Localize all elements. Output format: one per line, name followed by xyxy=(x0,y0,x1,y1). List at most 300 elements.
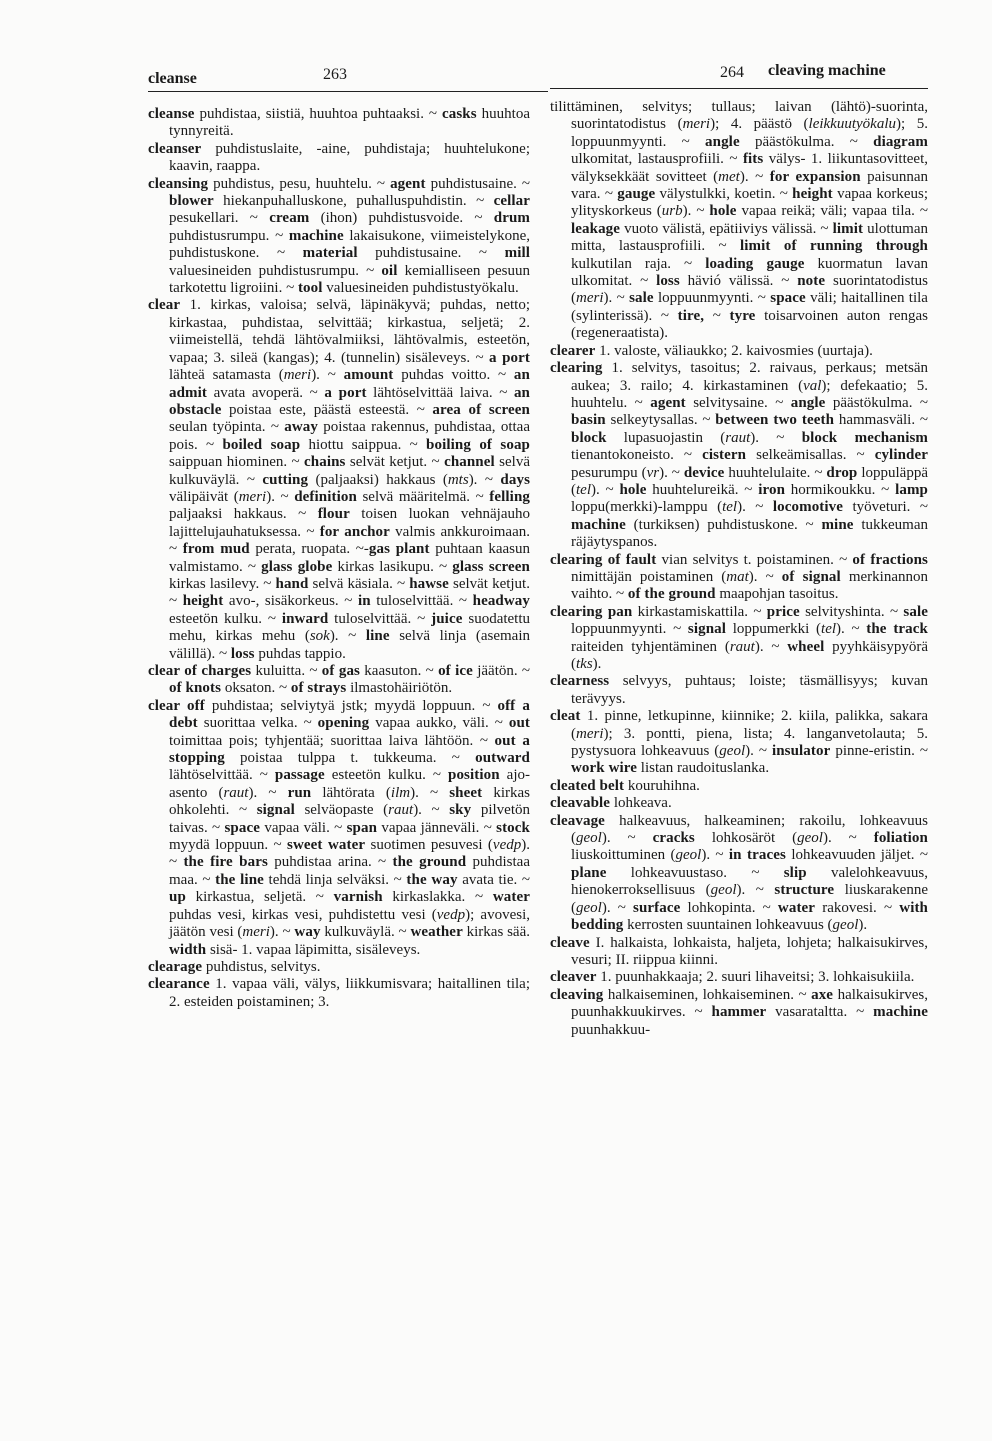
sub-headword: mill xyxy=(504,245,530,262)
sub-headword: device xyxy=(683,464,725,481)
field-label: meri xyxy=(283,367,312,384)
entry-headword: cleaver xyxy=(550,969,597,986)
entry-text: väli; haitallinen tila (sylinterissä). ~ xyxy=(571,290,928,324)
field-label: vr xyxy=(646,464,660,481)
entry-text: listan raudoituslanka. xyxy=(637,760,770,777)
entry-text: puhdistus, pesu, huuhtelu. ~ xyxy=(208,175,391,192)
entry-text: 1. valoste, väliaukko; 2. kaivosmies (uurtaja). xyxy=(595,342,873,359)
entry-text: vapaa reikä; väli; vapaa tila. ~ xyxy=(736,203,928,220)
entry-text: ~ xyxy=(704,307,730,324)
sub-headword: for expansion xyxy=(769,168,861,185)
sub-headword: hawse xyxy=(409,575,449,592)
dictionary-entry xyxy=(550,673,928,708)
sub-headword: boiling of soap xyxy=(426,436,530,453)
sub-headword: sale xyxy=(903,603,928,620)
sub-headword: hammer xyxy=(711,1004,767,1021)
sub-headword: angle xyxy=(790,394,826,411)
entry-text: kirkas ohkolehti. ~ xyxy=(169,784,530,819)
sub-headword: hand xyxy=(275,575,309,592)
entry-text: ). ~ xyxy=(836,621,867,638)
entry-text: merkinannon vaihto. ~ xyxy=(571,568,928,603)
field-label: leikkuutyökalu xyxy=(808,116,896,133)
entry-text: vapaa väli. ~ xyxy=(260,819,347,836)
field-label: urb xyxy=(661,203,683,220)
entry-headword: cleaving xyxy=(550,986,604,1003)
entry-text: työveturi. ~ xyxy=(843,499,928,516)
entry-text: ). ~ xyxy=(822,830,874,847)
sub-headword: channel xyxy=(444,454,495,471)
entry-text: liuskoittuminen ( xyxy=(571,847,676,864)
entry-text: vapaa korkeus; ylityskorkeus ( xyxy=(571,186,928,220)
entry-text: tuloselvittää. ~ xyxy=(328,610,432,627)
sub-headword: the ground xyxy=(392,854,467,871)
entry-text: ). ~ xyxy=(682,203,710,220)
entry-headword: cleavage xyxy=(550,812,605,829)
field-label: geol xyxy=(832,917,859,934)
entry-text: ). ~ xyxy=(591,481,620,498)
field-label: vedp xyxy=(436,906,466,923)
entry-text: kirkas sää. xyxy=(462,924,530,941)
entry-text: myydä loppuun. ~ xyxy=(169,837,288,854)
entry-text: kuluitta. ~ xyxy=(251,663,322,679)
left-page-header xyxy=(148,60,548,88)
field-label: raut xyxy=(223,784,249,801)
dictionary-entry xyxy=(550,99,928,343)
sub-headword: loading gauge xyxy=(705,255,805,272)
entry-text: pyyhkäisypyörä ( xyxy=(571,638,928,672)
entry-text: lohkopinta. ~ xyxy=(680,899,778,916)
sub-headword: hole xyxy=(709,203,737,220)
entry-text: vapaa aukko, väli. ~ xyxy=(369,715,509,732)
sub-headword: cream xyxy=(269,210,310,227)
sub-headword: tire, xyxy=(677,307,705,324)
entry-text: suorittaa velka. ~ xyxy=(197,715,318,732)
sub-headword: with bedding xyxy=(571,899,929,934)
entry-text: 1. kirkas, valoisa; selvä, läpinäkyvä; puhdas, netto; kirkastaa, puhdistaa, selvittää; kirkastua, seljetä; 2. viimeistellä, tehdä lähtövalmiiksi, lähtövalmis, esteetön, vapaa; 3. sileä (kangas); 4. (tunnelin) sisäleveys. ~ xyxy=(169,297,530,366)
entry-text: ). ~ xyxy=(601,899,634,916)
sub-headword: away xyxy=(284,419,318,436)
entry-text: poistaa rakennus, puhdistaa, ottaa pois. ~ xyxy=(169,419,530,453)
sub-headword: foliation xyxy=(873,830,928,847)
entry-text: toisen luokan vehnäjauho lajittelujauhatuksessa. ~ xyxy=(169,506,530,540)
entry-text: ). xyxy=(858,917,868,934)
entry-text: ). ~ xyxy=(413,802,450,819)
sub-headword: passage xyxy=(274,767,325,784)
entry-text: ajo-asento ( xyxy=(169,767,530,801)
entry-text: välys- 1. liikuntasovitteet, välyksekkäät sovitteet ( xyxy=(571,151,928,185)
sub-headword: amount xyxy=(343,367,394,384)
entry-headword: cleave xyxy=(550,934,590,951)
right-header-rule xyxy=(550,88,928,89)
field-label: geol xyxy=(675,847,702,864)
entry-text: ). ~ xyxy=(701,847,729,864)
sub-headword: agent xyxy=(390,175,426,192)
sub-headword: for anchor xyxy=(319,523,390,540)
dictionary-entry xyxy=(148,297,530,663)
field-label: raut xyxy=(729,638,755,655)
entry-text: lohkeavuustaso. ~ xyxy=(606,864,784,881)
sub-headword: the line xyxy=(215,871,264,888)
entry-text: esteetön kulku. ~ xyxy=(169,610,282,627)
dictionary-entry xyxy=(550,778,928,795)
sub-headword: price xyxy=(766,603,800,620)
sub-headword: headway xyxy=(472,593,530,610)
sub-headword: limit xyxy=(832,220,864,237)
dictionary-entry xyxy=(148,106,530,141)
entry-text: kirkaslakka. ~ xyxy=(382,889,493,906)
field-label: meri xyxy=(576,290,604,307)
field-label: sok xyxy=(309,628,330,645)
sub-headword: note xyxy=(797,273,826,290)
entry-text: ). ~ xyxy=(329,628,366,645)
entry-text: kuormatun lavan ulkomitat. ~ xyxy=(571,255,928,290)
dictionary-entry xyxy=(550,813,928,935)
entry-text: ). ~ xyxy=(410,784,450,801)
sub-headword: block mechanism xyxy=(801,429,928,446)
sub-headword: sheet xyxy=(449,784,483,801)
entry-text: puhdistusaine. ~ xyxy=(425,175,530,192)
entry-text: lähteä satamasta ( xyxy=(169,367,284,384)
sub-headword: gas plant xyxy=(368,541,430,558)
field-label: geol xyxy=(719,743,746,760)
entry-text: valuesineiden puhdistusrumpu. ~ xyxy=(169,262,382,279)
entry-headword: clear off xyxy=(148,697,205,714)
dictionary-entry xyxy=(148,141,530,176)
sub-headword: height xyxy=(792,186,833,203)
sub-headword: juice xyxy=(431,610,463,627)
entry-text: puhdistusrumpu. ~ xyxy=(169,227,289,244)
sub-headword: space xyxy=(224,819,260,836)
entry-text: selvät ketjut. ~ xyxy=(345,454,445,471)
entry-text: 1. vapaa väli, välys, liikkumisvara; haitallinen tila; 2. esteiden poistaminen; 3. xyxy=(169,976,530,1010)
dictionary-entry xyxy=(550,343,928,360)
sub-headword: work wire xyxy=(571,760,638,777)
entry-text: ulkomitat, lastausprofiili. ~ xyxy=(571,151,743,168)
entry-text: oksaton. ~ xyxy=(221,680,291,697)
entry-text: vasarataltta. ~ xyxy=(766,1004,874,1021)
dictionary-entry xyxy=(148,698,530,959)
entry-text: huuhtelulaite. ~ xyxy=(724,464,827,481)
sub-headword: days xyxy=(500,471,531,488)
sub-headword: agent xyxy=(650,394,686,411)
entry-text: suotimen pesuvesi ( xyxy=(365,837,493,854)
entry-text: ). ~ xyxy=(739,168,770,185)
sub-headword: plane xyxy=(571,864,607,881)
sub-headword: run xyxy=(287,784,312,801)
right-page-number: 264 xyxy=(720,64,744,81)
entry-text: pesurumpu ( xyxy=(571,464,647,481)
entry-text: puhdas vesi, kirkas vesi, puhdistettu vesi ( xyxy=(169,906,437,923)
entry-text: liuskarakenne ( xyxy=(571,882,928,916)
sub-headword: drum xyxy=(493,210,530,227)
entry-text: paisunnan vara. ~ xyxy=(571,168,928,203)
dictionary-entry xyxy=(550,552,928,604)
entry-text: kulkutilan raja. ~ xyxy=(571,255,706,272)
entry-headword: clearness xyxy=(550,673,610,690)
sub-headword: machine xyxy=(288,227,344,244)
sub-headword: machine xyxy=(873,1004,928,1021)
entry-text: avo-, sisäkorkeus. ~ xyxy=(223,593,358,610)
entry-text: (ihon) puhdistusvoide. ~ xyxy=(309,210,494,227)
entry-text: poistaa tulppa t. tukkeuma. ~ xyxy=(224,750,476,767)
field-label: meri xyxy=(576,725,604,742)
entry-text: loppu(merkki)-lamppu ( xyxy=(571,499,723,516)
entry-headword: cleat xyxy=(550,708,581,725)
entry-text: suorintatodistus ( xyxy=(571,273,928,307)
entry-text: paljaaksi hakkaus. ~ xyxy=(169,506,318,523)
sub-headword: leakage xyxy=(571,220,621,237)
sub-headword: span xyxy=(346,819,378,836)
entry-text: selvyys, puhtaus; loiste; täsmällisyys; kuvan terävyys. xyxy=(571,673,928,707)
entry-text: lähtöselvittää laiva. ~ xyxy=(366,384,514,401)
field-label: mat xyxy=(726,568,749,585)
sub-headword: of strays xyxy=(290,680,347,697)
sub-headword: oil xyxy=(381,262,398,279)
entry-headword: cleavable xyxy=(550,795,611,812)
entry-text: valmis ankkuroimaan. ~ xyxy=(169,523,530,558)
entry-text: ); avovesi, jäätön vesi ( xyxy=(169,906,530,941)
entry-headword: clearage xyxy=(148,958,203,975)
sub-headword: surface xyxy=(633,899,681,916)
sub-headword: the fire bars xyxy=(183,854,268,871)
entry-text: esteetön kulku. ~ xyxy=(324,767,448,784)
field-label: tks xyxy=(576,656,593,672)
field-label: meri xyxy=(238,488,267,505)
entry-text: (paljaaksi) hakkaus ( xyxy=(308,471,448,488)
sub-headword: tool xyxy=(297,280,323,297)
sub-headword: iron xyxy=(758,481,786,498)
sub-headword: of ice xyxy=(438,663,473,679)
entry-text: ). ~ xyxy=(269,924,295,941)
entry-text: ). ~ xyxy=(737,499,773,516)
entry-text: ulottuman mitta, lastausprofiili. ~ xyxy=(571,220,928,255)
entry-headword: cleansing xyxy=(148,175,209,192)
entry-text: ); defekaatio; 5. huuhtelu. ~ xyxy=(571,377,928,411)
sub-headword: an obstacle xyxy=(169,384,530,418)
dictionary-entry xyxy=(148,959,530,976)
sub-headword: outward xyxy=(475,750,530,767)
entry-text: kirkas lasikupu. ~ xyxy=(332,558,453,575)
entry-text: huuhtelureikä. ~ xyxy=(646,481,759,498)
dictionary-entry xyxy=(550,604,928,674)
dictionary-entry xyxy=(550,360,928,551)
entry-text: lohkeava. xyxy=(610,795,672,812)
entry-text: loppumerkki ( xyxy=(726,621,822,638)
sub-headword: boiled soap xyxy=(222,436,301,453)
sub-headword: structure xyxy=(774,882,835,899)
sub-headword: out xyxy=(508,715,531,732)
entry-text: ). ~ xyxy=(468,471,501,488)
entry-text: ). ~ xyxy=(748,568,782,585)
entry-text: toimittaa pois; tyhjentää; suorittaa laiva lähtöön. ~ xyxy=(169,732,495,749)
sub-headword: loss xyxy=(656,273,680,290)
sub-headword: gauge xyxy=(617,186,656,203)
entry-text: ). ~ xyxy=(745,743,772,760)
entry-text: perata, ruopata. ~- xyxy=(249,541,369,558)
entry-text: selvä linja (asemain välillä). ~ xyxy=(169,628,530,662)
entry-text: suodatettu mehu, kirkas mehu ( xyxy=(169,610,531,645)
entry-text: halkaisukirves, puunhakkuukirves. ~ xyxy=(571,986,928,1021)
entry-text: ). ~ xyxy=(659,464,684,481)
dictionary-entry xyxy=(550,708,928,778)
right-column xyxy=(550,99,928,1039)
entry-text: kirkas lasilevy. ~ xyxy=(169,575,276,592)
sub-headword: fits xyxy=(742,151,764,168)
field-label: tel xyxy=(576,481,591,498)
entry-text: lakaisukone, viimeistelykone, puhdistuskone. ~ xyxy=(169,227,530,262)
sub-headword: space xyxy=(770,290,806,307)
dictionary-entry xyxy=(550,987,928,1039)
entry-text: selvä määritelmä. ~ xyxy=(356,488,490,505)
entry-text: lohkeavuuden jäljet. ~ xyxy=(785,847,928,864)
entry-text: selvityshinta. ~ xyxy=(799,603,904,620)
entry-text: hormikoukku. ~ xyxy=(785,481,896,498)
entry-text: puhdas voitto. ~ xyxy=(393,367,514,384)
sub-headword: felling xyxy=(489,488,530,505)
entry-text: selkeytysallas. ~ xyxy=(605,412,716,429)
sub-headword: in traces xyxy=(728,847,786,864)
entry-text: tienantokoneisto. ~ xyxy=(571,447,703,464)
field-label: geol xyxy=(710,882,737,899)
sub-headword: water xyxy=(492,889,530,906)
sub-headword: axe xyxy=(811,986,834,1003)
entry-text: kemialliseen pesuun tarkotettu ligroiini. ~ xyxy=(169,262,530,297)
field-label: geol xyxy=(576,899,602,916)
entry-headword: clearing of fault xyxy=(550,551,657,568)
sub-headword: cutting xyxy=(262,471,309,488)
entry-text: kaasuton. ~ xyxy=(360,663,439,679)
entry-text: ); 4. päästö ( xyxy=(710,116,809,133)
entry-text: ). ~ xyxy=(754,638,788,655)
entry-text: huuhtoa tynnyreitä. xyxy=(169,106,530,140)
entry-text: lähtöselvittää. ~ xyxy=(169,767,275,784)
sub-headword: limit of running through xyxy=(739,238,928,255)
entry-text: hiekanpuhalluskone, puhalluspuhdistin. ~ xyxy=(213,193,494,210)
entry-text: loppuunmyynti. ~ xyxy=(653,290,771,307)
entry-headword: clearing xyxy=(550,360,603,377)
sub-headword: area of screen xyxy=(432,401,530,418)
entry-text: nimittäjän poistaminen ( xyxy=(571,568,727,585)
entry-headword: clear of charges xyxy=(148,663,252,679)
entry-text: avata avoperä. ~ xyxy=(207,384,325,401)
entry-headword: clear xyxy=(148,297,181,314)
sub-headword: stock xyxy=(496,819,530,836)
sub-headword: of the ground xyxy=(627,586,716,603)
entry-text: puhdistaa maa. ~ xyxy=(169,854,530,888)
entry-text: puhdistusaine. ~ xyxy=(357,245,505,262)
entry-text: I. halkaista, lohkaista, haljeta, lohjeta; halkaisukirves, vesuri; II. riippua kiinni. xyxy=(571,934,928,968)
entry-text: halkaiseminen, lohkaiseminen. ~ xyxy=(603,986,812,1003)
sub-headword: insulator xyxy=(771,743,831,760)
sub-headword: from mud xyxy=(182,541,250,558)
sub-headword: in xyxy=(357,593,371,610)
entry-text: puhdistaa; selviytyä jstk; myydä loppuun. ~ xyxy=(204,697,498,714)
entry-text: kirkastua, seljetä. ~ xyxy=(185,889,334,906)
sub-headword: varnish xyxy=(333,889,383,906)
entry-text: saippuan hiominen. ~ xyxy=(169,454,305,471)
dictionary-entry xyxy=(148,976,530,1011)
entry-text: vuoto välistä, epätiiviys välissä. ~ xyxy=(620,220,833,237)
entry-text: tehdä linja selväksi. ~ xyxy=(263,871,407,888)
entry-text: raiteiden tyhjentäminen ( xyxy=(571,638,730,655)
field-label: raut xyxy=(725,429,751,446)
field-label: mts xyxy=(447,471,469,488)
entry-text: kirkastamiskattila. ~ xyxy=(632,603,767,620)
entry-text: lohkosäröt ( xyxy=(694,830,798,847)
sub-headword: weather xyxy=(410,924,463,941)
entry-headword: clearing pan xyxy=(550,603,633,620)
entry-text: lupasuojastin ( xyxy=(606,429,726,446)
entry-text: sisä- 1. vapaa läpimitta, sisäleveys. xyxy=(206,941,421,958)
sub-headword: basin xyxy=(571,412,606,429)
entry-text: kulkuväylä. ~ xyxy=(320,924,411,941)
sub-headword: angle xyxy=(705,133,740,150)
sub-headword: locomotive xyxy=(772,499,844,516)
field-label: tel xyxy=(722,499,738,516)
entry-text: tukkeuman räjäytyspanos. xyxy=(571,516,928,551)
entry-text: kouruhihna. xyxy=(624,777,700,794)
entry-text: 1. puunhakkaaja; 2. suuri lihaveitsi; 3. lohkaisukiila. xyxy=(596,969,915,986)
sub-headword: of fractions xyxy=(852,551,928,568)
field-label: raut xyxy=(388,802,414,819)
sub-headword: sale xyxy=(629,290,654,307)
entry-text: (turkiksen) puhdistuskone. ~ xyxy=(625,516,822,533)
entry-text: hävió välissä. ~ xyxy=(679,273,798,290)
entry-text: kerrosten suuntainen lohkeavuus ( xyxy=(623,917,833,934)
entry-text: ); 5. loppuunmyynti. ~ xyxy=(571,116,928,150)
sub-headword: line xyxy=(365,628,390,645)
right-guide-word: cleaving machine xyxy=(768,62,886,79)
entry-text: selvä käsiala. ~ xyxy=(308,575,410,592)
dictionary-entry xyxy=(148,176,530,298)
sub-headword: signal xyxy=(687,621,727,638)
sub-headword: material xyxy=(302,245,358,262)
entry-text: vapaa jänneväli. ~ xyxy=(377,819,497,836)
entry-text: avata tie. ~ xyxy=(457,871,530,888)
entry-headword: clearer xyxy=(550,342,596,359)
entry-text: ilmastohäiriötön. xyxy=(346,680,453,697)
entry-text: vian selvitys t. poistaminen. ~ xyxy=(656,551,853,568)
field-label: geol xyxy=(797,830,823,847)
sub-headword: water xyxy=(777,899,816,916)
sub-headword: way xyxy=(294,924,321,941)
sub-headword: hole xyxy=(619,481,647,498)
field-label: met xyxy=(718,168,740,185)
right-page-header xyxy=(550,60,928,88)
entry-headword: cleanser xyxy=(148,140,202,157)
entry-text: puhdistuslaite, -aine, puhdistaja; huuhtelukone; kaavin, raappa. xyxy=(169,140,530,175)
sub-headword: the way xyxy=(406,871,458,888)
entry-text: jäätön. ~ xyxy=(472,663,531,679)
entry-text: selvitysaine. ~ xyxy=(685,394,791,411)
sub-headword: cracks xyxy=(652,830,695,847)
sub-headword: mine xyxy=(821,516,854,533)
field-label: val xyxy=(803,377,822,394)
field-label: geol xyxy=(576,830,602,847)
sub-headword: tyre xyxy=(729,307,756,324)
sub-headword: sweet water xyxy=(287,837,366,854)
left-header-rule xyxy=(148,91,548,92)
entry-text: ). ~ xyxy=(311,367,344,384)
sub-headword: slip xyxy=(783,864,807,881)
sub-headword: between two teeth xyxy=(715,412,835,429)
left-page-number: 263 xyxy=(323,66,347,83)
sub-headword: cylinder xyxy=(874,447,928,464)
sub-headword: of signal xyxy=(781,568,841,585)
entry-text: selkeämisallas. ~ xyxy=(746,447,875,464)
entry-text: lähtörata ( xyxy=(311,784,391,801)
left-column xyxy=(148,106,530,1011)
